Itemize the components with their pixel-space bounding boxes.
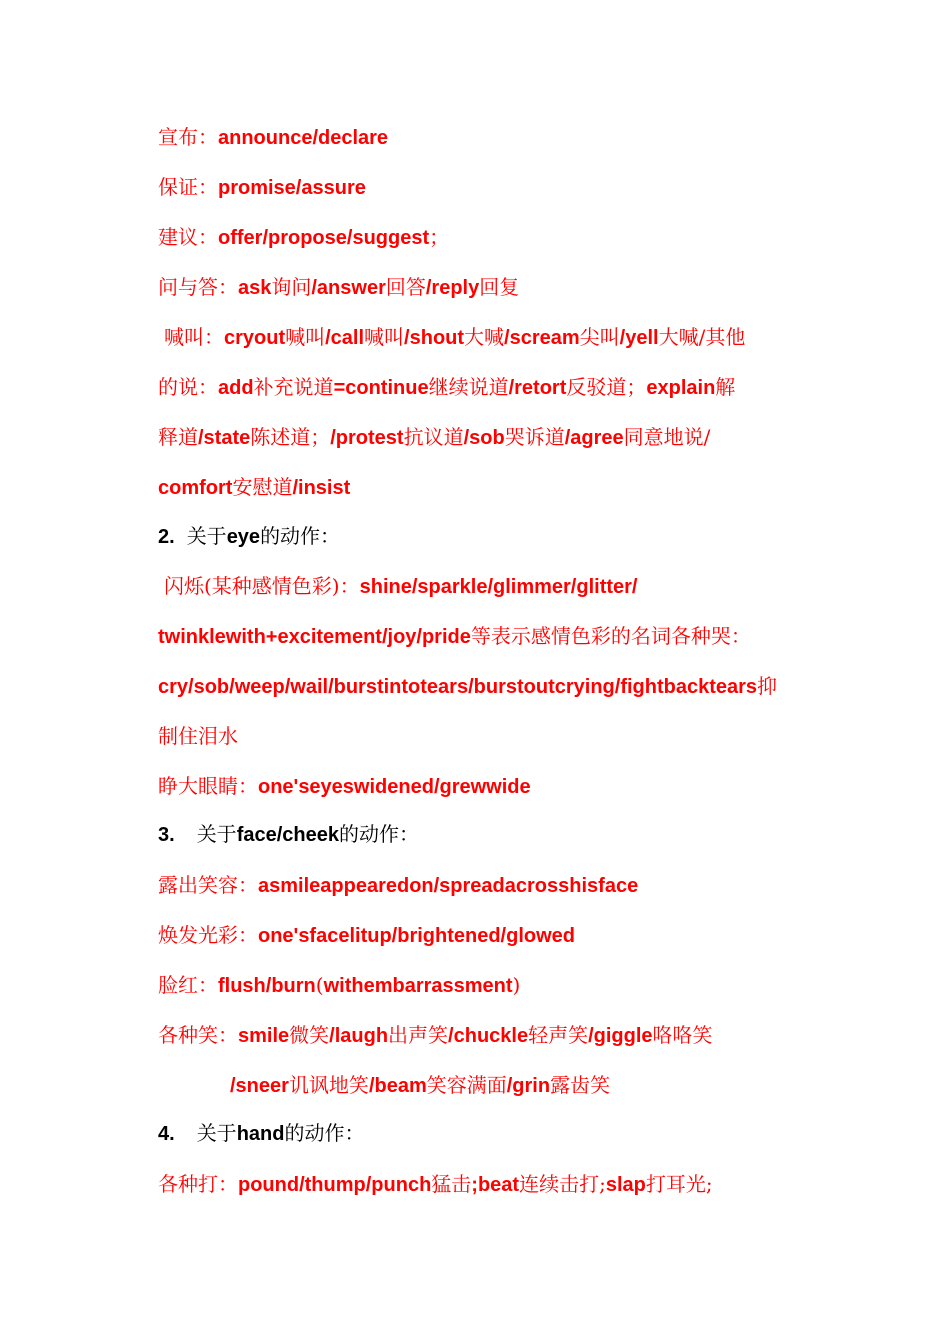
line-keyword: offer/propose/suggest (218, 227, 430, 249)
line-text: 宣布： (158, 125, 218, 149)
line-keyword: shine/sparkle/glimmer/glitter/ (359, 576, 638, 598)
line-text: 打耳光; (645, 1172, 713, 1196)
line-text: 大喊 (464, 325, 505, 349)
line-text: 反驳道； (566, 375, 647, 399)
line-keyword: /shout (404, 327, 465, 349)
line-text: 抗议道 (403, 425, 464, 449)
line-text: 露出笑容： (158, 873, 258, 897)
line-text: 各种笑： (158, 1023, 238, 1047)
line-text: 猛击 (431, 1172, 472, 1196)
line-keyword: /retort (508, 377, 567, 399)
line-text: 继续说道 (428, 375, 509, 399)
section-number: 4. (158, 1123, 175, 1145)
line-text: 喊叫 (285, 325, 326, 349)
line-keyword: /giggle (588, 1025, 653, 1047)
line-keyword: /call (325, 327, 365, 349)
text-line (158, 1022, 830, 1049)
line-keyword: one'sfacelitup/brightened/glowed (258, 925, 576, 947)
line-text: 焕发光彩： (158, 923, 258, 947)
line-text: 同意地说/ (623, 425, 711, 449)
line-keyword: ;beat (471, 1174, 520, 1196)
line-keyword: /sneer (230, 1075, 289, 1097)
line-text: 解 (715, 375, 736, 399)
line-text: 保证： (158, 175, 218, 199)
line-keyword: /sob (463, 427, 505, 449)
line-keyword: flush/burn (218, 975, 316, 997)
text-line (158, 773, 830, 800)
line-text: 建议： (158, 225, 218, 249)
line-text: ； (429, 225, 450, 249)
text-line (158, 922, 830, 949)
line-text: 闪烁(某种感情色彩)： (164, 574, 360, 598)
line-text: 露齿笑 (550, 1073, 611, 1097)
line-text: ( (315, 973, 324, 997)
line-keyword: promise/assure (218, 177, 366, 199)
line-keyword: /beam (368, 1075, 427, 1097)
line-keyword: /laugh (329, 1025, 389, 1047)
text-line (158, 174, 830, 201)
line-text: 出声笑 (388, 1023, 449, 1047)
line-keyword: /state (198, 427, 251, 449)
line-keyword: /insist (292, 477, 351, 499)
line-keyword: =continue (333, 377, 429, 399)
line-text: 喊叫 (364, 325, 405, 349)
section-number: 3. (158, 824, 175, 846)
line-text: 回复 (479, 275, 520, 299)
line-text: 大喊/其他 (658, 325, 746, 349)
line-text: 抑 (757, 674, 778, 698)
line-keyword: /protest (330, 427, 404, 449)
line-keyword: announce/declare (218, 127, 389, 149)
line-text: 安慰道 (232, 475, 293, 499)
line-text: 释道 (158, 425, 198, 449)
line-keyword: /agree (564, 427, 624, 449)
line-text: 回答 (385, 275, 426, 299)
line-text: 睁大眼睛： (158, 774, 258, 798)
line-keyword: twinklewith+excitement/joy/pride (158, 626, 471, 648)
heading-text: 的动作： (338, 822, 419, 846)
heading-text: 的动作： (260, 524, 341, 548)
heading-text: 关于 (196, 822, 237, 846)
line-text: 讥讽地笑 (288, 1073, 369, 1097)
line-text: 各种打： (158, 1172, 238, 1196)
text-line (230, 1072, 830, 1099)
line-text: 咯咯笑 (652, 1023, 713, 1047)
line-keyword: pound/thump/punch (238, 1174, 432, 1196)
text-line (158, 274, 830, 301)
text-line (158, 872, 830, 899)
line-keyword: withembarrassment (323, 975, 513, 997)
section-heading (158, 821, 830, 848)
text-line (164, 573, 830, 600)
heading-keyword: eye (226, 526, 261, 548)
text-line (164, 324, 830, 351)
text-line (158, 374, 830, 401)
line-text: 笑容满面 (426, 1073, 507, 1097)
line-text: ) (512, 973, 521, 997)
line-text: 的说： (158, 375, 218, 399)
text-line (158, 224, 830, 251)
line-text: 等表示感情色彩的名词各种哭： (470, 624, 751, 648)
heading-keyword: face/cheek (236, 824, 339, 846)
text-line (158, 124, 830, 151)
line-text: 连续击打; (519, 1172, 606, 1196)
line-text: 哭诉道 (504, 425, 565, 449)
heading-text: 关于 (196, 1121, 237, 1145)
line-text: 询问 (271, 275, 312, 299)
line-text: 补充说道 (253, 375, 334, 399)
line-text: 陈述道； (250, 425, 331, 449)
line-keyword: /reply (425, 277, 480, 299)
line-keyword: one'seyeswidened/grewwide (258, 776, 531, 798)
line-keyword: add (218, 377, 254, 399)
line-text: 微笑 (289, 1023, 330, 1047)
text-line (158, 623, 830, 650)
heading-keyword: hand (236, 1123, 285, 1145)
heading-text: 关于 (186, 524, 227, 548)
line-keyword: comfort (158, 477, 233, 499)
section-number: 2. (158, 526, 175, 548)
text-line (158, 723, 830, 750)
line-keyword: slap (605, 1174, 646, 1196)
line-keyword: asmileappearedon/spreadacrosshisface (258, 875, 639, 897)
line-text: 轻声笑 (528, 1023, 589, 1047)
line-keyword: /answer (311, 277, 386, 299)
line-text: 制住泪水 (158, 724, 238, 748)
text-line (158, 474, 830, 501)
text-line (158, 1171, 830, 1198)
text-line (158, 972, 830, 999)
line-keyword: /grin (506, 1075, 551, 1097)
text-line (158, 424, 830, 451)
line-text: 问与答： (158, 275, 238, 299)
line-keyword: /chuckle (448, 1025, 529, 1047)
line-text: 脸红： (158, 973, 218, 997)
line-keyword: /yell (619, 327, 659, 349)
line-text: 尖叫 (579, 325, 620, 349)
line-keyword: smile (238, 1025, 290, 1047)
heading-text: 的动作： (284, 1121, 365, 1145)
section-heading (158, 1120, 830, 1147)
line-keyword: /scream (504, 327, 580, 349)
line-keyword: cry/sob/weep/wail/burstintotears/burstoutcrying/fightbacktears (158, 676, 758, 698)
line-keyword: ask (238, 277, 272, 299)
line-keyword: explain (646, 377, 716, 399)
section-heading (158, 523, 830, 550)
line-text: 喊叫： (164, 325, 224, 349)
line-keyword: cryout (224, 327, 286, 349)
text-line (158, 673, 830, 700)
